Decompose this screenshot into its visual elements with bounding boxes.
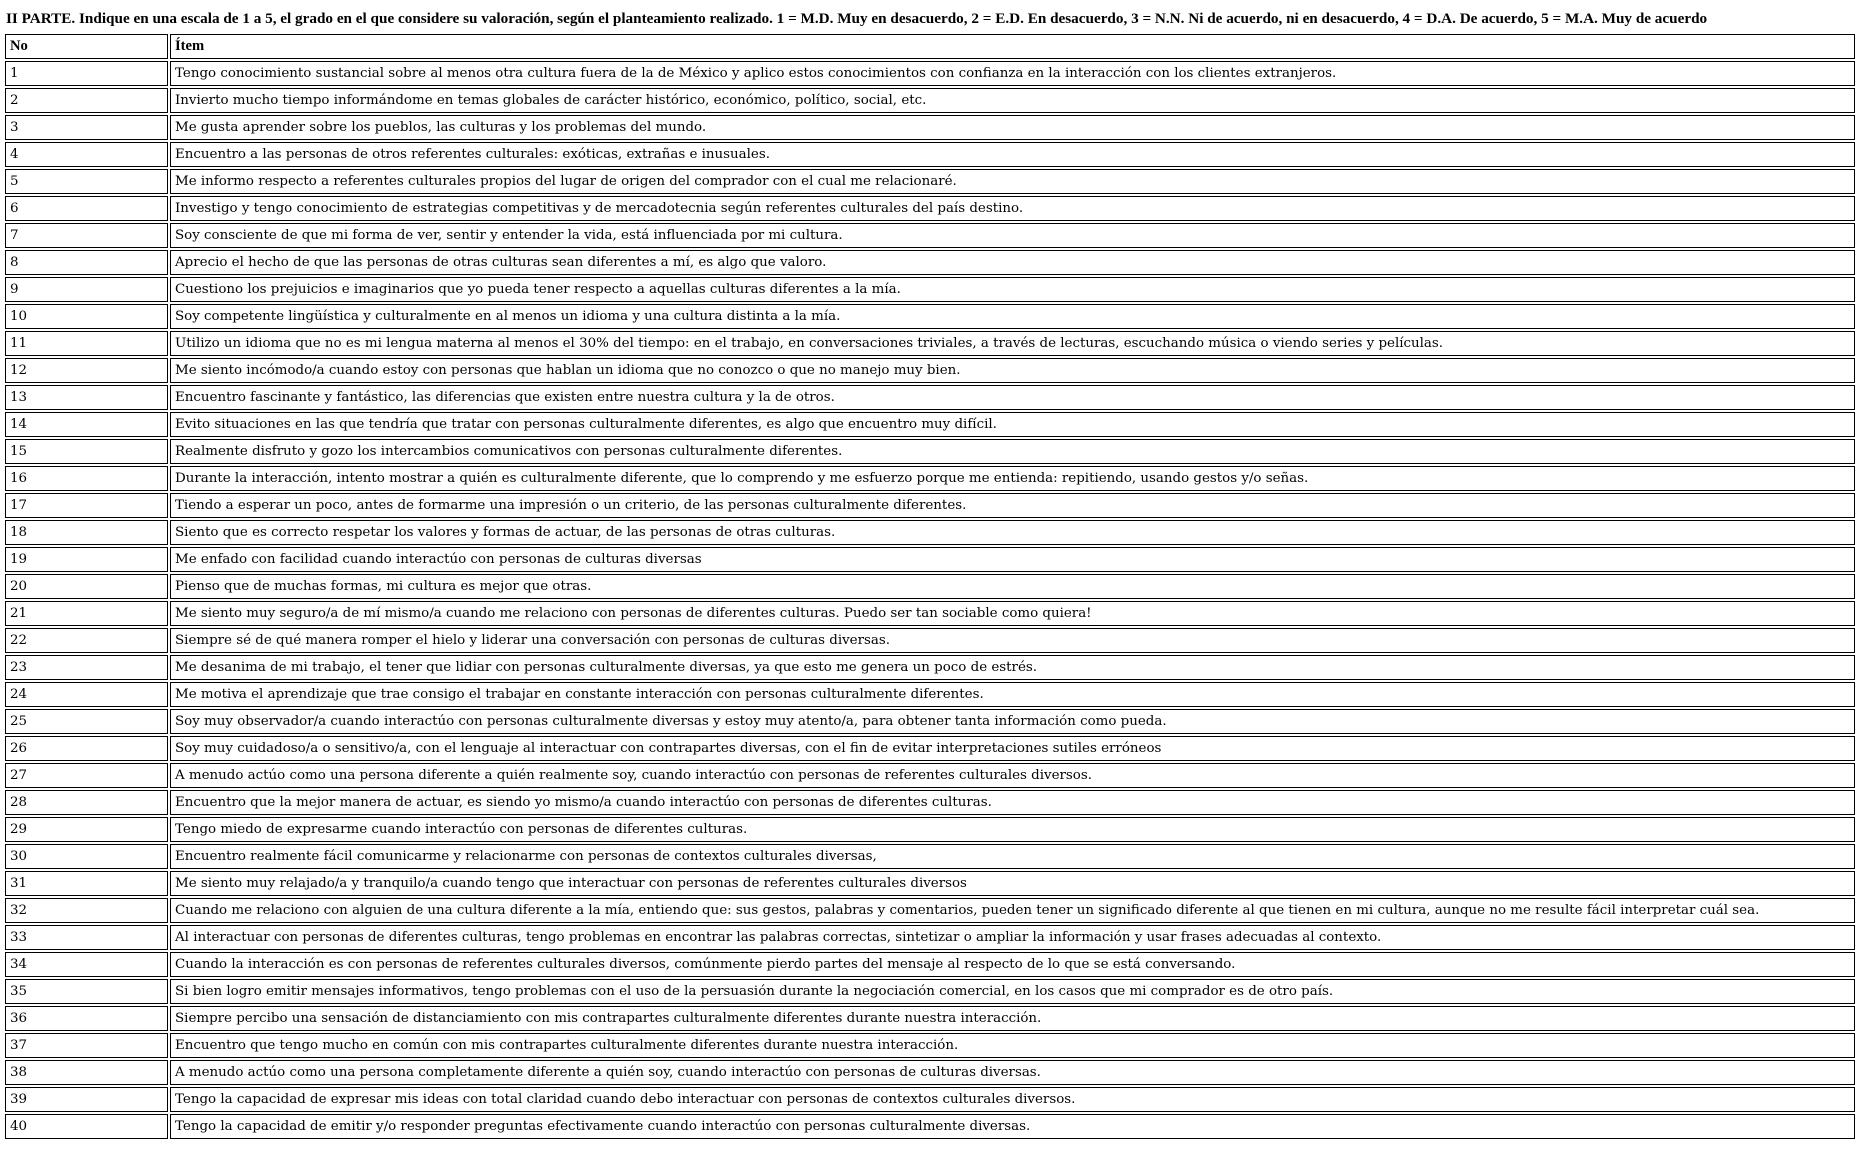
table-row [5,547,1855,572]
item-text-cell: Tengo la capacidad de expresar mis ideas con total claridad cuando debo interactuar con personas de contextos culturales diversos. [170,1087,1855,1112]
item-number-cell: 39 [5,1087,168,1112]
table-row [5,790,1855,815]
item-text-cell: Me informo respecto a referentes culturales propios del lugar de origen del comprador con el cual me relacionaré. [170,169,1855,194]
item-text-cell: Pienso que de muchas formas, mi cultura es mejor que otras. [170,574,1855,599]
item-number-cell: 21 [5,601,168,626]
item-number-cell: 7 [5,223,168,248]
item-text-cell: Realmente disfruto y gozo los intercambios comunicativos con personas culturalmente diferentes. [170,439,1855,464]
survey-sheet [5,6,1853,1141]
table-row [5,88,1855,113]
item-text-cell: Tiendo a esperar un poco, antes de formarme una impresión o un criterio, de las personas culturalmente diferentes. [170,493,1855,518]
item-text-cell: Siento que es correcto respetar los valores y formas de actuar, de las personas de otras culturas. [170,520,1855,545]
item-number-cell: 28 [5,790,168,815]
item-number-cell: 14 [5,412,168,437]
item-number-cell: 2 [5,88,168,113]
table-row [5,601,1855,626]
table-row [5,1033,1855,1058]
table-row [5,925,1855,950]
items-table-body [5,34,1855,1139]
item-number-cell: 4 [5,142,168,167]
item-text-cell: Encuentro a las personas de otros referentes culturales: exóticas, extrañas e inusuales. [170,142,1855,167]
item-text-cell: Encuentro fascinante y fantástico, las diferencias que existen entre nuestra cultura y la de otros. [170,385,1855,410]
item-text-cell: Soy competente lingüística y culturalmente en al menos un idioma y una cultura distinta a la mía. [170,304,1855,329]
items-table [3,32,1857,1141]
item-text-cell: Soy consciente de que mi forma de ver, sentir y entender la vida, está influenciada por mi cultura. [170,223,1855,248]
table-row [5,952,1855,977]
table-row [5,1114,1855,1139]
section-heading: II PARTE. Indique en una escala de 1 a 5, el grado en el que considere su valoración, según el planteamiento realizado. 1 = M.D. Muy en desacuerdo, 2 = E.D. En desacuerdo, 3 = N.N. Ni de acuerdo, ni en desacuerdo, 4 = D.A. De acuerdo, 5 = M.A. Muy de acuerdo [6,10,1708,27]
table-row [5,898,1855,923]
table-row [5,655,1855,680]
table-row [5,358,1855,383]
item-number-cell: 29 [5,817,168,842]
item-number-cell: 20 [5,574,168,599]
item-number-cell: 1 [5,61,168,86]
item-text-cell: Evito situaciones en las que tendría que tratar con personas culturalmente diferentes, es algo que encuentro muy difícil. [170,412,1855,437]
item-number-cell: 37 [5,1033,168,1058]
table-row [5,493,1855,518]
item-number-cell: 30 [5,844,168,869]
item-text-cell: Soy muy observador/a cuando interactúo con personas culturalmente diversas y estoy muy atento/a, para obtener tanta información como pueda. [170,709,1855,734]
table-row [5,331,1855,356]
item-number-cell: 40 [5,1114,168,1139]
table-row [5,817,1855,842]
table-row [5,250,1855,275]
item-text-cell: Invierto mucho tiempo informándome en temas globales de carácter histórico, económico, político, social, etc. [170,88,1855,113]
item-number-cell: 5 [5,169,168,194]
item-number-cell: 13 [5,385,168,410]
table-row [5,763,1855,788]
table-row [5,439,1855,464]
item-text-cell: Tengo miedo de expresarme cuando interactúo con personas de diferentes culturas. [170,817,1855,842]
item-number-cell: 12 [5,358,168,383]
table-row [5,682,1855,707]
item-text-cell: Investigo y tengo conocimiento de estrategias competitivas y de mercadotecnia según referentes culturales del país destino. [170,196,1855,221]
item-text-cell: Me motiva el aprendizaje que trae consigo el trabajar en constante interacción con personas culturalmente diferentes. [170,682,1855,707]
table-row [5,1006,1855,1031]
item-number-cell: 15 [5,439,168,464]
item-number-cell: 27 [5,763,168,788]
table-row [5,709,1855,734]
table-row [5,196,1855,221]
item-number-cell: 35 [5,979,168,1004]
item-number-cell: 31 [5,871,168,896]
item-text-cell: Soy muy cuidadoso/a o sensitivo/a, con el lenguaje al interactuar con contrapartes diversas, con el fin de evitar interpretaciones sutiles erróneos [170,736,1855,761]
item-text-cell: A menudo actúo como una persona completamente diferente a quién soy, cuando interactúo con personas de culturas diversas. [170,1060,1855,1085]
table-row [5,466,1855,491]
table-row [5,385,1855,410]
item-number-cell: 32 [5,898,168,923]
item-text-cell: Siempre percibo una sensación de distanciamiento con mis contrapartes culturalmente diferentes durante nuestra interacción. [170,1006,1855,1031]
item-text-cell: Encuentro que la mejor manera de actuar, es siendo yo mismo/a cuando interactúo con personas de diferentes culturas. [170,790,1855,815]
column-header-no: No [5,34,168,59]
item-number-cell: 33 [5,925,168,950]
item-number-cell: 3 [5,115,168,140]
table-row [5,115,1855,140]
item-number-cell: 11 [5,331,168,356]
item-text-cell: Tengo la capacidad de emitir y/o responder preguntas efectivamente cuando interactúo con personas culturalmente diversas. [170,1114,1855,1139]
table-row [5,142,1855,167]
item-text-cell: Me siento muy seguro/a de mí mismo/a cuando me relaciono con personas de diferentes culturas. Puedo ser tan sociable como quiera! [170,601,1855,626]
item-number-cell: 23 [5,655,168,680]
item-text-cell: Cuando la interacción es con personas de referentes culturales diversos, comúnmente pierdo partes del mensaje al respecto de lo que se está conversando. [170,952,1855,977]
item-number-cell: 24 [5,682,168,707]
item-number-cell: 16 [5,466,168,491]
item-number-cell: 10 [5,304,168,329]
table-row [5,844,1855,869]
table-row [5,1060,1855,1085]
item-text-cell: Siempre sé de qué manera romper el hielo y liderar una conversación con personas de culturas diversas. [170,628,1855,653]
item-number-cell: 8 [5,250,168,275]
table-row [5,979,1855,1004]
item-number-cell: 6 [5,196,168,221]
item-text-cell: Encuentro que tengo mucho en común con mis contrapartes culturalmente diferentes durante nuestra interacción. [170,1033,1855,1058]
item-number-cell: 18 [5,520,168,545]
item-text-cell: Durante la interacción, intento mostrar a quién es culturalmente diferente, que lo comprendo y me esfuerzo porque me entienda: repitiendo, usando gestos y/o señas. [170,466,1855,491]
table-row [5,223,1855,248]
table-row [5,520,1855,545]
item-number-cell: 17 [5,493,168,518]
table-row [5,736,1855,761]
table-row [5,412,1855,437]
item-number-cell: 22 [5,628,168,653]
item-text-cell: Me siento incómodo/a cuando estoy con personas que hablan un idioma que no conozco o que no manejo muy bien. [170,358,1855,383]
table-header-row [5,34,1855,59]
item-number-cell: 26 [5,736,168,761]
column-header-item: Ítem [170,34,1855,59]
item-text-cell: Cuando me relaciono con alguien de una cultura diferente a la mía, entiendo que: sus gestos, palabras y comentarios, pueden tener un significado diferente al que tienen en mi cultura, aunque no me resulte fácil interpretar cuál sea. [170,898,1855,923]
item-number-cell: 25 [5,709,168,734]
item-number-cell: 36 [5,1006,168,1031]
table-row [5,628,1855,653]
item-text-cell: Me enfado con facilidad cuando interactúo con personas de culturas diversas [170,547,1855,572]
item-text-cell: Me siento muy relajado/a y tranquilo/a cuando tengo que interactuar con personas de referentes culturales diversos [170,871,1855,896]
item-text-cell: Me gusta aprender sobre los pueblos, las culturas y los problemas del mundo. [170,115,1855,140]
item-text-cell: Encuentro realmente fácil comunicarme y relacionarme con personas de contextos culturales diversas, [170,844,1855,869]
item-text-cell: A menudo actúo como una persona diferente a quién realmente soy, cuando interactúo con personas de referentes culturales diversos. [170,763,1855,788]
item-text-cell: Utilizo un idioma que no es mi lengua materna al menos el 30% del tiempo: en el trabajo, en conversaciones triviales, a través de lecturas, escuchando música o viendo series y películas. [170,331,1855,356]
item-text-cell: Al interactuar con personas de diferentes culturas, tengo problemas en encontrar las palabras correctas, sintetizar o ampliar la información y usar frases adecuadas al contexto. [170,925,1855,950]
table-row [5,61,1855,86]
table-row [5,304,1855,329]
item-text-cell: Tengo conocimiento sustancial sobre al menos otra cultura fuera de la de México y aplico estos conocimientos con confianza en la interacción con los clientes extranjeros. [170,61,1855,86]
item-number-cell: 34 [5,952,168,977]
item-text-cell: Aprecio el hecho de que las personas de otras culturas sean diferentes a mí, es algo que valoro. [170,250,1855,275]
item-number-cell: 38 [5,1060,168,1085]
item-number-cell: 19 [5,547,168,572]
table-row [5,574,1855,599]
table-row [5,277,1855,302]
item-number-cell: 9 [5,277,168,302]
item-text-cell: Si bien logro emitir mensajes informativos, tengo problemas con el uso de la persuasión durante la negociación comercial, en los casos que mi comprador es de otro país. [170,979,1855,1004]
table-row [5,871,1855,896]
table-row [5,1087,1855,1112]
item-text-cell: Cuestiono los prejuicios e imaginarios que yo pueda tener respecto a aquellas culturas diferentes a la mía. [170,277,1855,302]
item-text-cell: Me desanima de mi trabajo, el tener que lidiar con personas culturalmente diversas, ya que esto me genera un poco de estrés. [170,655,1855,680]
table-row [5,169,1855,194]
